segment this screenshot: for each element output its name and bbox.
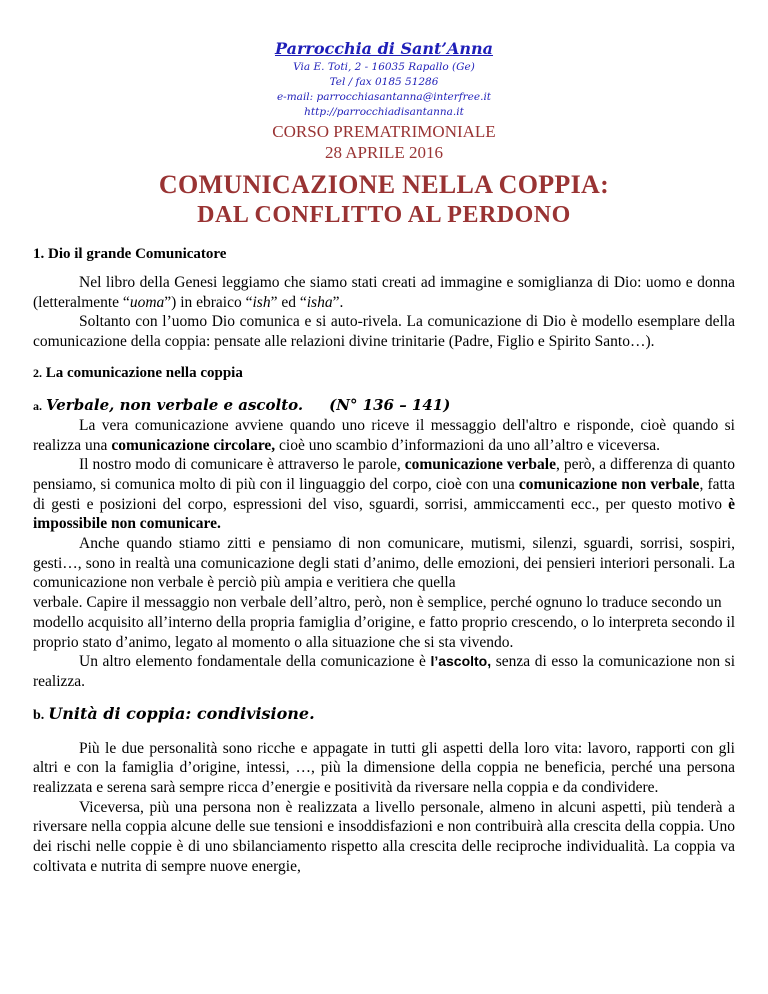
section2-heading: 2. La comunicazione nella coppia <box>33 364 243 381</box>
parish-name: Parrocchia di Sant’Anna <box>274 39 494 58</box>
main-title-line1: COMUNICAZIONE NELLA COPPIA: <box>158 170 610 199</box>
subsection-a-heading: a. Verbale, non verbale e ascolto. (N° 136 – 141) <box>33 395 451 414</box>
course-name: CORSO PREMATRIMONIALE <box>272 122 496 141</box>
subsection-b-paragraph2: Viceversa, più una persona non è realizzata a livello personale, almeno in alcuni aspetti, più tenderà a riversare nella coppia alcune delle sue tensioni e insoddisfazioni e non contribuirà alla crescita della coppia. Uno dei rischi nelle coppie è di uno sbilanciamento rispetto alla crescita delle reciproche individualità. La coppia va coltivata e nutrita di sempre nuove energie, <box>33 798 735 875</box>
parish-email: e-mail: parrocchiasantanna@interfree.it <box>276 91 492 103</box>
subsection-a-title: Verbale, non verbale e ascolto. <box>46 395 304 414</box>
section1-heading: 1. Dio il grande Comunicatore <box>33 246 227 262</box>
subsection-a-paragraph4: Un altro elemento fondamentale della comunicazione è l’ascolto, senza di esso la comunicazione non si realizza. <box>33 653 735 690</box>
parish-address: Via E. Toti, 2 - 16035 Rapallo (Ge) <box>293 61 475 73</box>
subsection-b-heading: b. Unità di coppia: condivisione. <box>33 703 315 723</box>
parish-phone: Tel / fax 0185 51286 <box>329 76 439 88</box>
main-title-line2: DAL CONFLITTO AL PERDONO <box>197 202 571 228</box>
subsection-a-paragraph2: Il nostro modo di comunicare è attraverso le parole, comunicazione verbale, però, a differenza di quanto pensiamo, si comunica molto di più con il linguaggio del corpo, cioè con una comunicazione non verbale, fatta di gesti e posizioni del corpo, espressioni del viso, sguardi, sorrisi, ammiccamenti ecc., per questo motivo è impossibile non comunicare. <box>33 456 735 533</box>
section1-paragraph1: Nel libro della Genesi leggiamo che siamo stati creati ad immagine e somiglianza di Dio: uomo e donna (letteralmente “uoma”) in ebraico “ish” ed “isha”. <box>33 274 735 311</box>
section1-paragraph2: Soltanto con l’uomo Dio comunica e si auto-rivela. La comunicazione di Dio è modello esemplare della comunicazione della coppia: pensate alle relazioni divine trinitarie (Padre, Figlio e Spirito Santo…). <box>33 313 735 351</box>
subsection-b-title: Unità di coppia: condivisione. <box>48 703 315 723</box>
course-date: 28 APRILE 2016 <box>324 143 444 162</box>
document-page <box>33 38 735 877</box>
subsection-a-paragraph1: La vera comunicazione avviene quando uno riceve il messaggio dell'altro e risponde, cioè quando si realizza una comunicazione circolare, cioè uno scambio d’informazioni da uno all’altro e viceversa. <box>33 416 735 454</box>
parish-website[interactable]: http://parrocchiadisantanna.it <box>304 106 464 118</box>
subsection-b-paragraph1: Più le due personalità sono ricche e appagate in tutti gli aspetti della loro vita: lavoro, rapporti con gli altri e con la famiglia d’origine, intessi, …, più la dimensione della coppia ne beneficia, perché una persona realizzata e serena sarà sempre ricca d’energie e positività da riversare nella coppia e da condividere. <box>33 739 735 797</box>
subsection-a-paragraph3-cont: verbale. Capire il messaggio non verbale dell’altro, però, non è semplice, perché ognuno lo traduce secondo un modello acquisito all’interno della propria famiglia d’origine, e fatto proprio crescendo, o lo interpreta secondo il proprio stato d’animo, legato al momento o alla situazione che si sta vivendo. <box>33 594 736 651</box>
subsection-a-paragraph3: Anche quando stiamo zitti e pensiamo di non comunicare, mutismi, silenzi, sguardi, sorrisi, sospiri, gesti…, sono in realtà una comunicazione degli stati d’animo, delle emozioni, dei pensieri interiori personali. La comunicazione non verbale è perciò più ampia e veritiera che quella <box>33 535 735 592</box>
parish-header <box>33 38 735 120</box>
subsection-a-ref: (N° 136 – 141) <box>329 395 451 414</box>
